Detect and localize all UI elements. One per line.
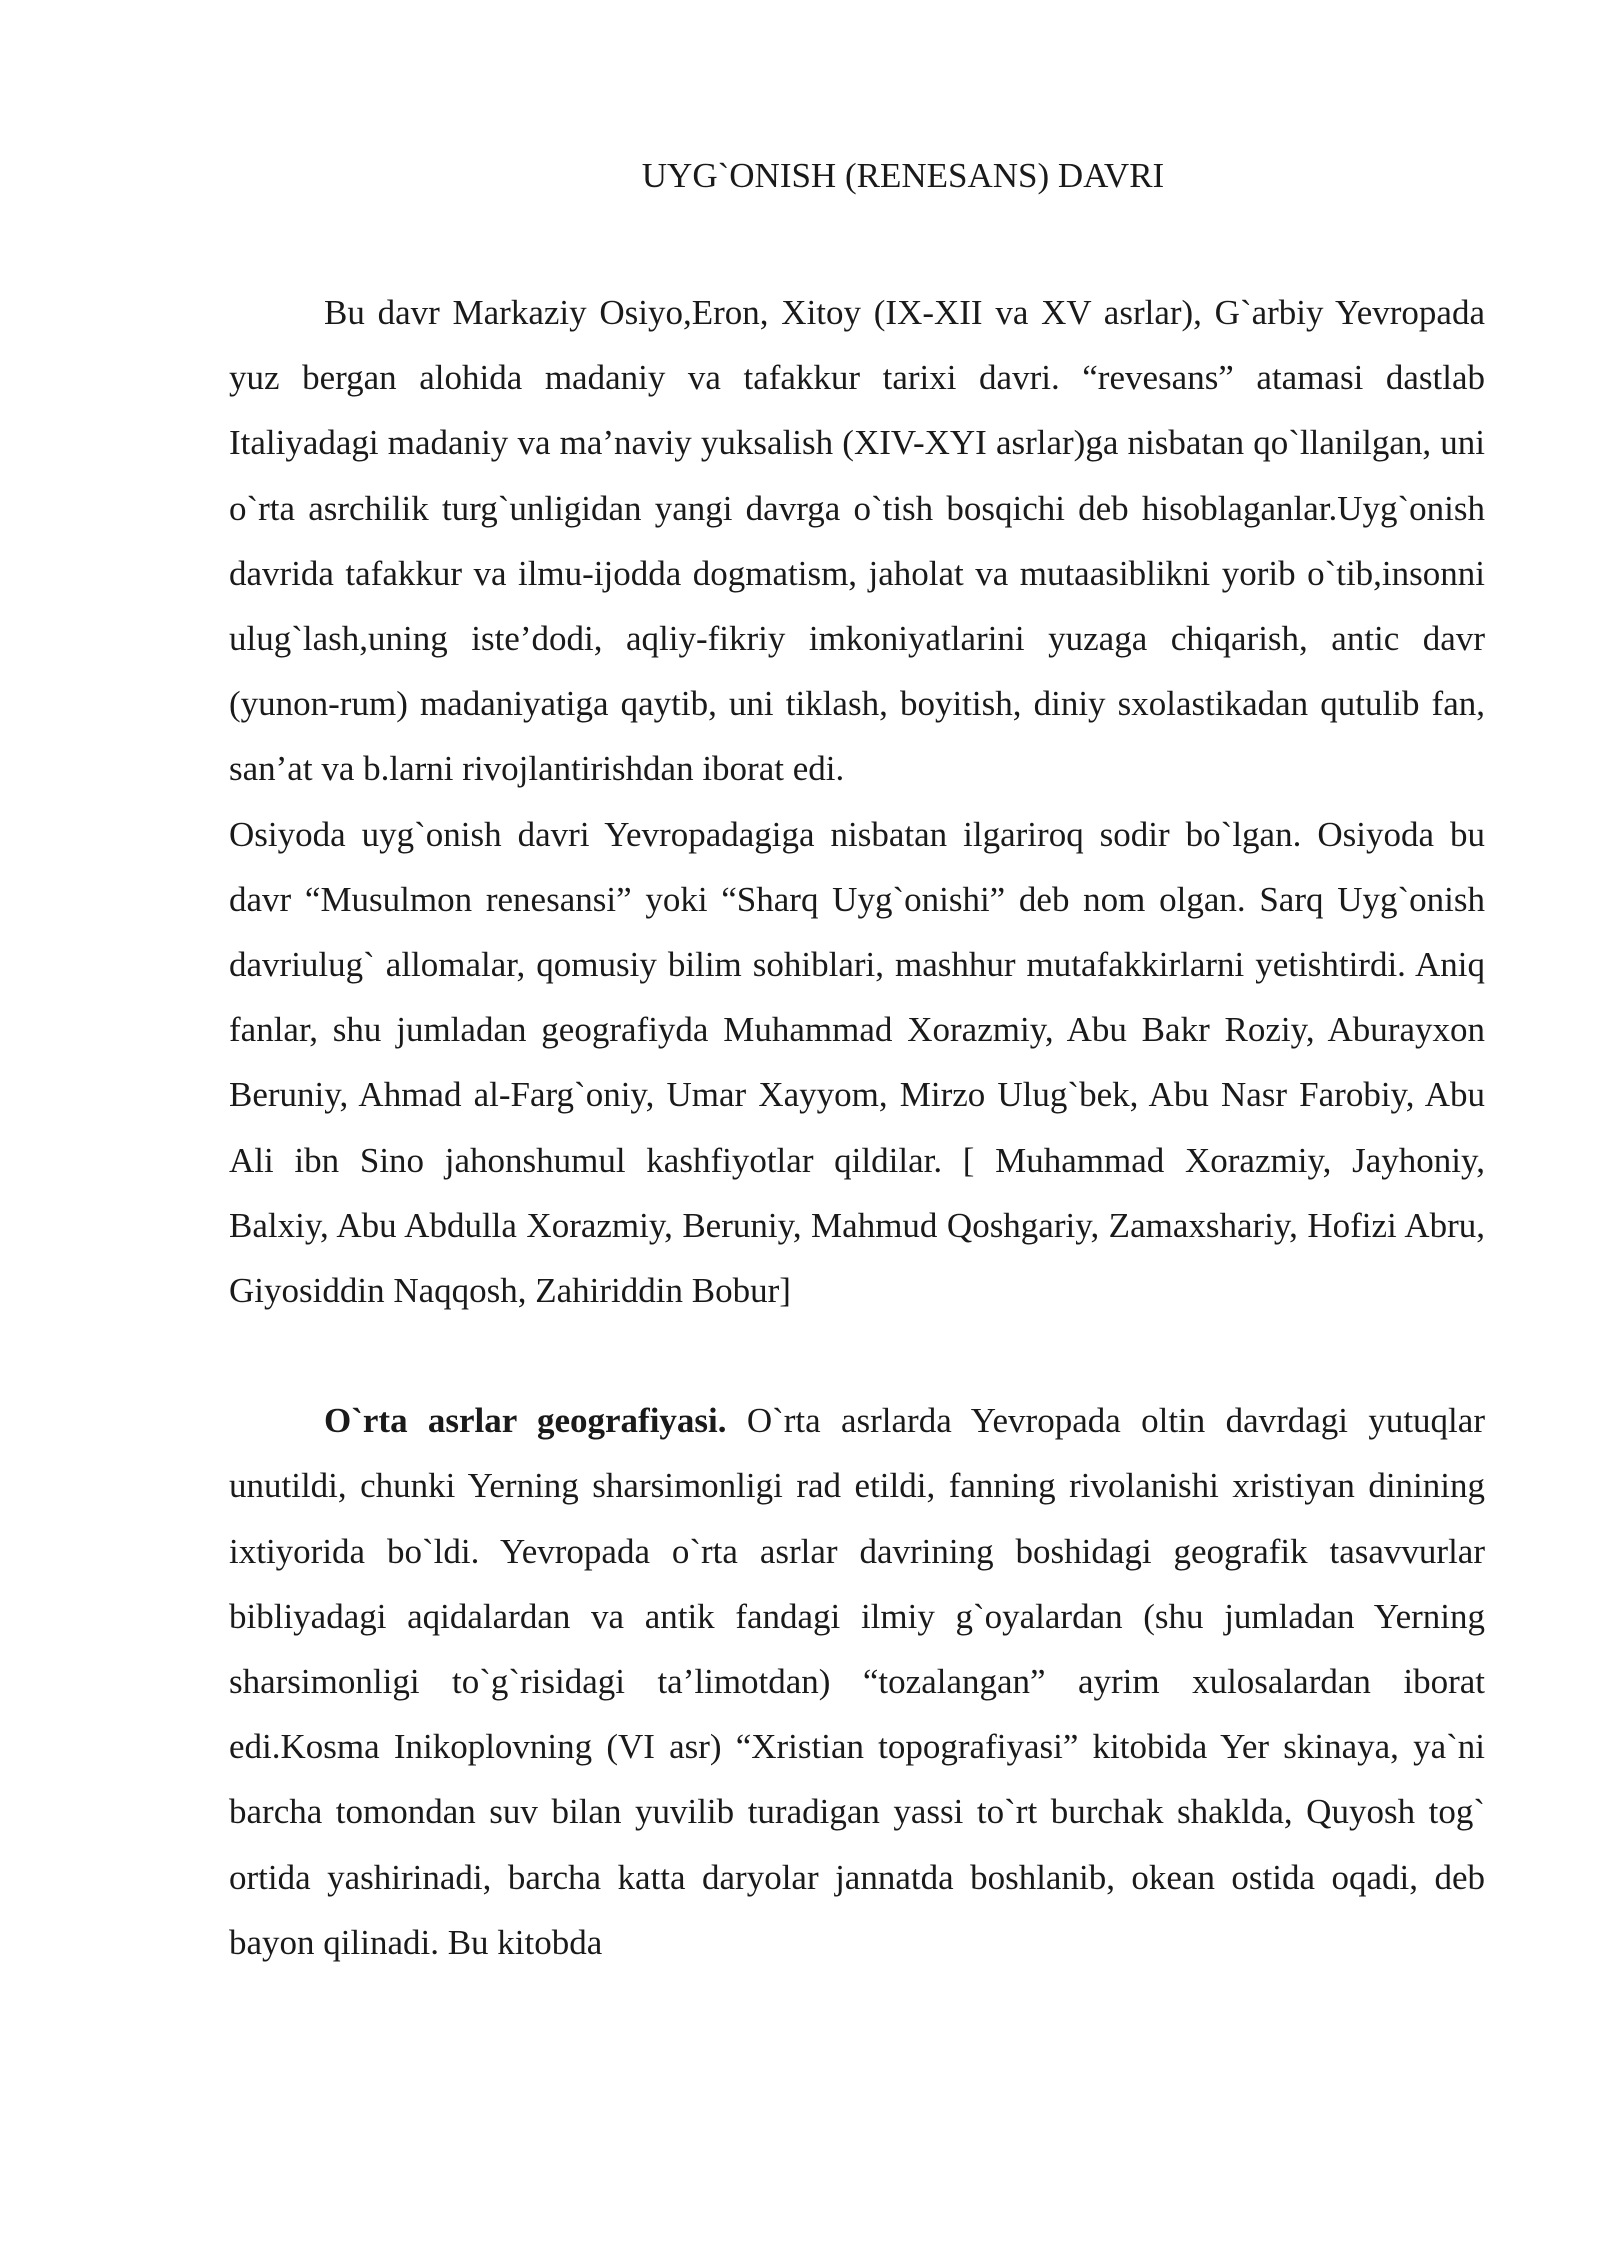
section-spacer (229, 1323, 1485, 1388)
paragraph-medieval-geography (229, 1388, 1485, 1975)
section-text-medieval-geography: O`rta asrlarda Yevropada oltin davrdagi yutuqlar unutildi, chunki Yerning sharsimonligi rad etildi, fanning rivolanishi xristiyan dinining ixtiyorida bo`ldi. Yevropada o`rta asrlar davrining boshidagi geografik tasavvurlar bibliyadagi aqidalardan va antik fandagi ilmiy g`oyalardan (shu jumladan Yerning sharsimonligi to`g`risidagi ta’limotdan) “tozalangan” ayrim xulosalardan iborat edi.Kosma Inikoplovning (VI asr) “Xristian topografiyasi” kitobida Yer skinaya, ya`ni barcha tomondan suv bilan yuvilib turadigan yassi to`rt burchak shaklda, Quyosh tog` ortida yashirinadi, barcha katta daryolar jannatda boshlanib, okean ostida oqadi, deb bayon qilinadi. Bu kitobda (229, 1401, 1485, 1962)
document-body (229, 148, 1485, 1975)
paragraph-renaissance-definition: Bu davr Markaziy Osiyo,Eron, Xitoy (IX-XII va XV asrlar), G`arbiy Yevropada yuz bergan alohida madaniy va tafakkur tarixi davri. “revesans” atamasi dastlab Italiyadagi madaniy va ma’naviy yuksalish (XIV-XYI asrlar)ga nisbatan qo`llanilgan, uni o`rta asrchilik turg`unligidan yangi davrga o`tish bosqichi deb hisoblaganlar.Uyg`onish davrida tafakkur va ilmu-ijodda dogmatism, jaholat va mutaasiblikni yorib o`tib,insonni ulug`lash,uning iste’dodi, aqliy-fikriy imkoniyatlarini yuzaga chiqarish, antic davr (yunon-rum) madaniyatiga qaytib, uni tiklash, boyitish, diniy sxolastikadan qutulib fan, san’at va b.larni rivojlantirishdan iborat edi. (229, 293, 1485, 789)
paragraph-asian-renaissance: Osiyoda uyg`onish davri Yevropadagiga nisbatan ilgariroq sodir bo`lgan. Osiyoda bu davr “Musulmon renesansi” yoki “Sharq Uyg`onishi” deb nom olgan. Sarq Uyg`onish davriulug` allomalar, qomusiy bilim sohiblari, mashhur mutafakkirlarni yetishtirdi. Aniq fanlar, shu jumladan geografiyda Muhammad Xorazmiy, Abu Bakr Roziy, Aburayxon Beruniy, Ahmad al-Farg`oniy, Umar Xayyom, Mirzo Ulug`bek, Abu Nasr Farobiy, Abu Ali ibn Sino jahonshumul kashfiyotlar qildilar. [ Muhammad Xorazmiy, Jayhoniy, Balxiy, Abu Abdulla Xorazmiy, Beruniy, Mahmud Qoshgariy, Zamaxshariy, Hofizi Abru, Giyosiddin Naqqosh, Zahiriddin Bobur] (229, 814, 1485, 1311)
document-title: UYG`ONISH (RENESANS) DAVRI (641, 156, 1165, 195)
section-heading-medieval-geography: O`rta asrlar geografiyasi. (324, 1401, 727, 1441)
title-spacer (229, 204, 1485, 280)
